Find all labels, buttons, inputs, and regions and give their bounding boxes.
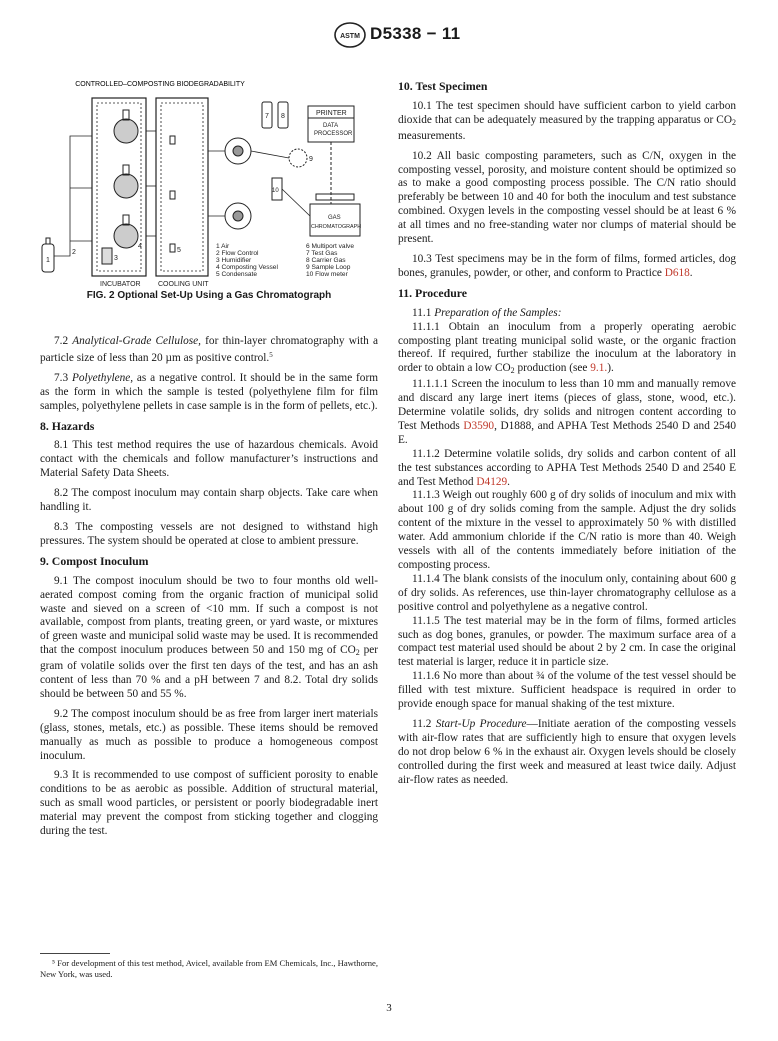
legend-item: 9 Sample Loop: [306, 264, 351, 271]
paragraph-10-1: 10.1 The test specimen should have sufficient carbon to yield carbon dioxide that can be adequately measured by the trapping apparatus or $CO_2$ measurements.: [398, 99, 736, 142]
legend-item: 7 Test Gas: [306, 250, 338, 257]
gc-label: CHROMATOGRAPH: [311, 224, 362, 230]
left-column: [40, 335, 378, 845]
paragraph-11-1-6: 11.1.6 No more than about ¾ of the volume of the test vessel should be filled with test mixture. Sufficient headspace is required in order to provide enough space for manual shaking of the test mixture.: [398, 670, 736, 711]
astm-logo-icon: [334, 22, 366, 48]
page-header: [0, 20, 778, 56]
legend-item: 3 Humidifier: [216, 257, 252, 264]
label-2: 2: [72, 249, 76, 256]
composting-vessel: [114, 165, 138, 198]
humidifier: [102, 248, 112, 264]
paragraph-11-1: 11.1 Preparation of the Samples:: [412, 306, 562, 319]
paragraph-11-1-1: 11.1.1 Obtain an inoculum from a properly operating aerobic composting plant treating municipal solid waste, or the organic fraction thereof. If required, further stabilize the inoculum at the laboratory in order to obtain a low $CO_2$ production (see 9.1.).: [398, 320, 736, 376]
footnote-ref[interactable]: 5: [269, 350, 273, 359]
apparatus-figure: [40, 76, 378, 306]
air-cylinder: [42, 238, 54, 272]
paragraph-10-3: 10.3 Test specimens may be in the form of films, formed articles, dog bones, granules, powder, or other, and conform to Practice D618.: [398, 252, 736, 279]
paragraph-11-1-4: 11.1.4 The blank consists of the inoculum only, containing about 600 g of dry solids. As references, use thin-layer chromatography cellulose as a positive control and polyethylene as a negative control.: [398, 572, 736, 613]
svg-text:ASTM: ASTM: [340, 33, 360, 40]
label-9: 9: [309, 156, 313, 163]
paragraph-8-2: 8.2 The compost inoculum may contain sharp objects. Take care when handling it.: [40, 487, 378, 514]
paragraph-11-2: 11.2 Start-Up Procedure—Initiate aeration of the composting vessels with air-flow rates that are sufficiently high to ensure that oxygen levels do not drop below 6 % in the exhaust air. Oxygen levels should be closely controlled during the first week and measured at least twice daily. Adjust air-flow rates as needed.: [398, 717, 736, 786]
link-9-1[interactable]: 9.1.: [590, 362, 608, 375]
right-column: [398, 76, 736, 794]
legend-item: 5 Condensate: [216, 271, 258, 278]
paragraph-9-1: 9.1 The compost inoculum should be two to four months old well-aerated compost coming from the organic fraction of municipal solid waste and sieved on a screen of <10 mm. If such a compost is not available, compost from plants, treating green, or yard waste, or mixtures of green waste and municipal solid waste may be used. It is recommended that the compost inoculum produces between 50 and 150 mg of $CO_2$ per gram of volatile solids over the first ten days of the test, and has an ash content of less than 70 % and a pH between 7 and 8.2. Total dry solids should be between 50 and 55 %.: [40, 574, 379, 700]
footnote-divider: [40, 953, 110, 954]
label-7: 7: [265, 113, 269, 120]
paragraph-11-1-3: 11.1.3 Weigh out roughly 600 g of dry solids of inoculum and mix with about 100 g of dry solids coming from the sample. Adjust the dry solids content of the mixture in the vessel to approximately 50 % with distilled water. Add ammonium chloride if the C/N ratio is more than 40. Weigh vessels with all of the contents immediately before initiation of the composting process.: [398, 489, 736, 571]
paragraph-11-1-5: 11.1.5 The test material may be in the form of films, formed articles such as dog bones, granules, or powder. The maximum surface area of a compact test material used should be about 2 by 2 cm. In case the original test material is larger, reduce it in particle size.: [398, 614, 736, 669]
paragraph-11-1-2: 11.1.2 Determine volatile solids, dry solids and carbon content of all the test substances according to APHA Test Methods 2540 D and 2540 E and Test Method D4129.: [398, 447, 736, 488]
paragraph-8-1: 8.1 This test method requires the use of hazardous chemicals. Avoid contact with the chemicals and follow manufacturer’s instructions and Material Safety Data Sheets.: [40, 439, 378, 480]
cooling-unit-label: COOLING UNIT: [158, 281, 209, 288]
figure-legend: [216, 243, 354, 278]
gc-label: GAS: [328, 215, 341, 221]
printer-label: PRINTER: [316, 110, 347, 117]
legend-item: 6 Multiport valve: [306, 243, 355, 250]
legend-item: 1 Air: [216, 243, 230, 250]
paragraph-7-3: 7.3 Polyethylene, as a negative control. It should be in the same form as the form in which the sample is tested (polyethylene film for film samples, polyethylene pellets in case sample is in the form of pellets, etc.).: [40, 371, 378, 412]
section-heading-compost-inoculum: 9. Compost Inoculum: [40, 553, 149, 568]
paragraph-9-2: 9.2 The compost inoculum should be as free from larger inert materials (glass, stones, metals, etc.) as possible. These items should be removed manually as much as possible to produce a homogeneous compost inoculum.: [40, 707, 378, 762]
legend-item: 8 Carrier Gas: [306, 257, 346, 264]
label-1: 1: [46, 257, 50, 264]
data-processor-label: DATA: [323, 123, 339, 129]
link-d618[interactable]: D618: [664, 266, 690, 279]
paragraph-11-1-1-1: 11.1.1.1 Screen the inoculum to less than 10 mm and manually remove and discard any large inert items (pieces of glass, stone, wood, etc.). Determine volatile solids, dry solids and nitrogen content according to Test Methods D3590, D1888, and APHA Test Methods 2540 D and 2540 E.: [398, 378, 736, 446]
page-number: 3: [386, 1002, 392, 1014]
data-processor-label: PROCESSOR: [314, 131, 353, 137]
section-heading-test-specimen: 10. Test Specimen: [398, 79, 488, 93]
paragraph-9-3: 9.3 It is recommended to use compost of sufficient porosity to enable conditions to be as aerobic as possible. Addition of structural material, such as small wood particles, or persistent or poorly biodegradable inert material may prevent the compost from sticking together and clogging during the test.: [40, 769, 378, 838]
legend-item: 4 Composting Vessel: [216, 264, 278, 271]
label-8: 8: [281, 113, 285, 120]
legend-item: 2 Flow Control: [216, 250, 259, 257]
paragraph-8-3: 8.3 The composting vessels are not designed to withstand high pressures. The system should be operated at close to ambient pressure.: [40, 520, 378, 547]
footnote: ⁵ For development of this test method, Avicel, available from EM Chemicals, Inc., Hawthorne, New York, was used.: [40, 958, 378, 979]
composting-vessel: [114, 215, 138, 248]
label-5: 5: [177, 247, 181, 254]
link-d4129[interactable]: D4129: [476, 475, 508, 488]
paragraph-10-2: 10.2 All basic composting parameters, such as C/N, oxygen in the composting vessel, porosity, and moisture content should be optimized so as to make a good composting process possible. The C/N ratio should preferably be between 10 and 40 for both the inoculum and test substance combined. Oxygen levels in the composting vessel should be at least 6 % at all times and no free-standing water nor clumps of material should be present.: [398, 149, 736, 246]
figure-caption: FIG. 2 Optional Set-Up Using a Gas Chromatograph: [86, 290, 332, 301]
legend-item: 10 Flow meter: [306, 271, 348, 278]
cooling-unit-frame: [156, 98, 208, 276]
link-d3590[interactable]: D3590: [463, 419, 495, 432]
multiport-valve: [225, 138, 251, 164]
label-4: 4: [138, 243, 142, 250]
standard-designation: D5338 − 11: [370, 24, 461, 43]
sample-loop: [289, 149, 307, 167]
section-heading-hazards: 8. Hazards: [40, 418, 95, 433]
figure-title: CONTROLLED–COMPOSTING BIODEGRADABILITY: [75, 81, 245, 88]
incubator-label: INCUBATOR: [100, 281, 141, 288]
composting-vessel: [114, 110, 138, 143]
label-10: 10: [272, 188, 279, 194]
multiport-valve: [225, 203, 251, 229]
section-heading-procedure: 11. Procedure: [398, 285, 468, 300]
paragraph-7-2: 7.2 Analytical-Grade Cellulose, for thin-layer chromatography with a particle size of less than 20 µm as positive control.$^5$: [40, 335, 378, 364]
label-3: 3: [114, 255, 118, 262]
